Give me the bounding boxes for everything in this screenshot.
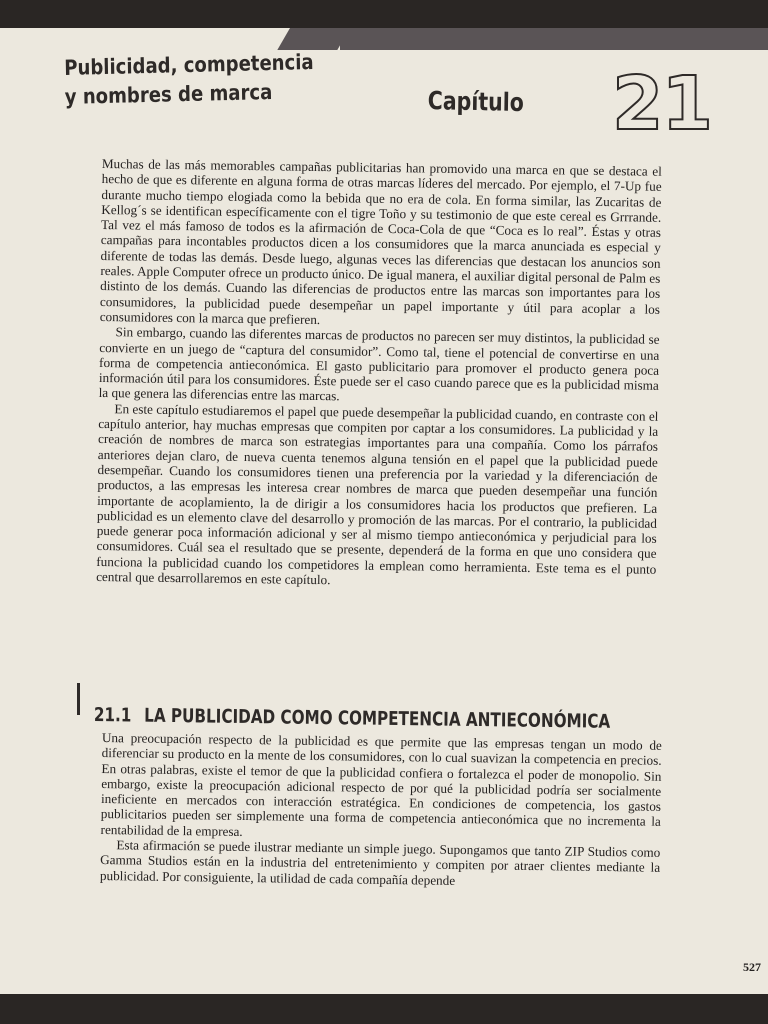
book-title-line-1: Publicidad, competencia bbox=[64, 49, 314, 80]
header-band-tab bbox=[277, 28, 350, 50]
header-band bbox=[340, 28, 768, 50]
page-number: 527 bbox=[743, 960, 761, 974]
chapter-label: Capítulo bbox=[427, 86, 525, 118]
book-page bbox=[0, 28, 768, 994]
section-number: 21.1 bbox=[93, 703, 132, 727]
section-title: LA PUBLICIDAD COMO COMPETENCIA ANTIECONÓMICA bbox=[144, 704, 611, 733]
intro-paragraph-3: En este capítulo estudiaremos el papel que puede desempeñar la publicidad cuando, en contraste con el capítulo anterior, hay muchas empresas que compiten por captar a los consumidores. La publicidad y la creación de nombres de marca son estrategias importantes para una compañía. Como los párrafos anteriores dejan claro, de nueva cuenta tenemos alguna tensión en el papel que la publicidad puede desempeñar. Cuando los consumidores tienen una preferencia por la variedad y la diferenciación de productos, a las empresas les interesa crear nombres de marca que pueden desempeñar una función importante de acoplamiento, la de dirigir a los consumidores hacia los productos que prefieren. La publicidad es un elemento clave del desarrollo y promoción de las marcas. Por el contrario, la publicidad puede generar poca información adicional y ser al mismo tiempo antieconómica y perjudicial para los consumidores. Cuál sea el resultado que se presente, dependerá de la forma en que uno considera que funciona la publicidad cuando los competidores la emplean como herramienta. Este tema es el punto central que desarrollaremos en este capítulo. bbox=[96, 400, 659, 588]
book-title-line-2: y nombres de marca bbox=[64, 79, 273, 109]
section-heading bbox=[94, 704, 611, 733]
intro-paragraph-1: Muchas de las más memorables campañas publicitarias han promovido una marca en que se destaca el hecho de que es diferente en alguna forma de otras marcas líderes del mercado. Por ejemplo, el 7-Up fue durante mucho tiempo elogiada como la bebida que no era de cola. En forma similar, las Zucaritas de Kellog´s se identifican específicamente con el tigre Toño y su testimonio de que este cereal es Grrrande. Tal vez el más famoso de todos es la afirmación de Coca-Cola de que “Coca es lo real”. Éstas y otras campañas para incontables productos dicen a los consumidores que la marca anunciada es especial y diferente de todas las demás. Desde luego, algunas veces las diferencias que destacan los anuncios son reales. Apple Computer ofrece un producto único. De igual manera, el auxiliar digital personal de Palm es distinto de los demás. Cuando las diferencias de productos entre las marcas son importantes para los consumidores, la publicidad puede desempeñar un papel importante y útil para acoplar a los consumidores con la marca que prefieren. bbox=[99, 156, 662, 328]
book-title bbox=[64, 48, 314, 112]
section-paragraph-1: Una preocupación respecto de la publicidad es que permite que las empresas tengan un modo de diferenciar su producto en la mente de los consumidores, con lo cual suavizan la competencia en precios. En otras palabras, existe el temor de que la publicidad confiera o fortalezca el poder de monopolio. Sin embargo, existe la preocupación adicional respecto de por qué la publicidad podría ser socialmente ineficiente en mercados con interacción estratégica. En condiciones de competencia, los gastos publicitarios pueden ser simplemente una forma de competencia antieconómica que no incrementa la rentabilidad de la empresa. bbox=[100, 730, 662, 839]
section-marker-bar bbox=[77, 683, 80, 715]
chapter-number: 21 bbox=[612, 61, 711, 147]
section-paragraph-2: Esta afirmación se puede ilustrar mediante un simple juego. Supongamos que tanto ZIP Studios como Gamma Studios están en la industria del entretenimiento y compiten por atraer clientes mediante la publicidad. Por consiguiente, la utilidad de cada compañía depende bbox=[99, 837, 661, 888]
intro-text bbox=[96, 156, 662, 592]
section-text bbox=[100, 730, 662, 891]
intro-paragraph-2: Sin embargo, cuando las diferentes marcas de productos no parecen ser muy distintos, la publicidad se convierte en un juego de “captura del consumidor”. Como tal, tiene el potencial de convertirse en una forma de competencia antieconómica. El gasto publicitario para promover el producto genera poca información útil para los consumidores. Éste puede ser el caso cuando parece que es la publicidad misma la que genera las diferencias entre las marcas. bbox=[98, 324, 660, 404]
